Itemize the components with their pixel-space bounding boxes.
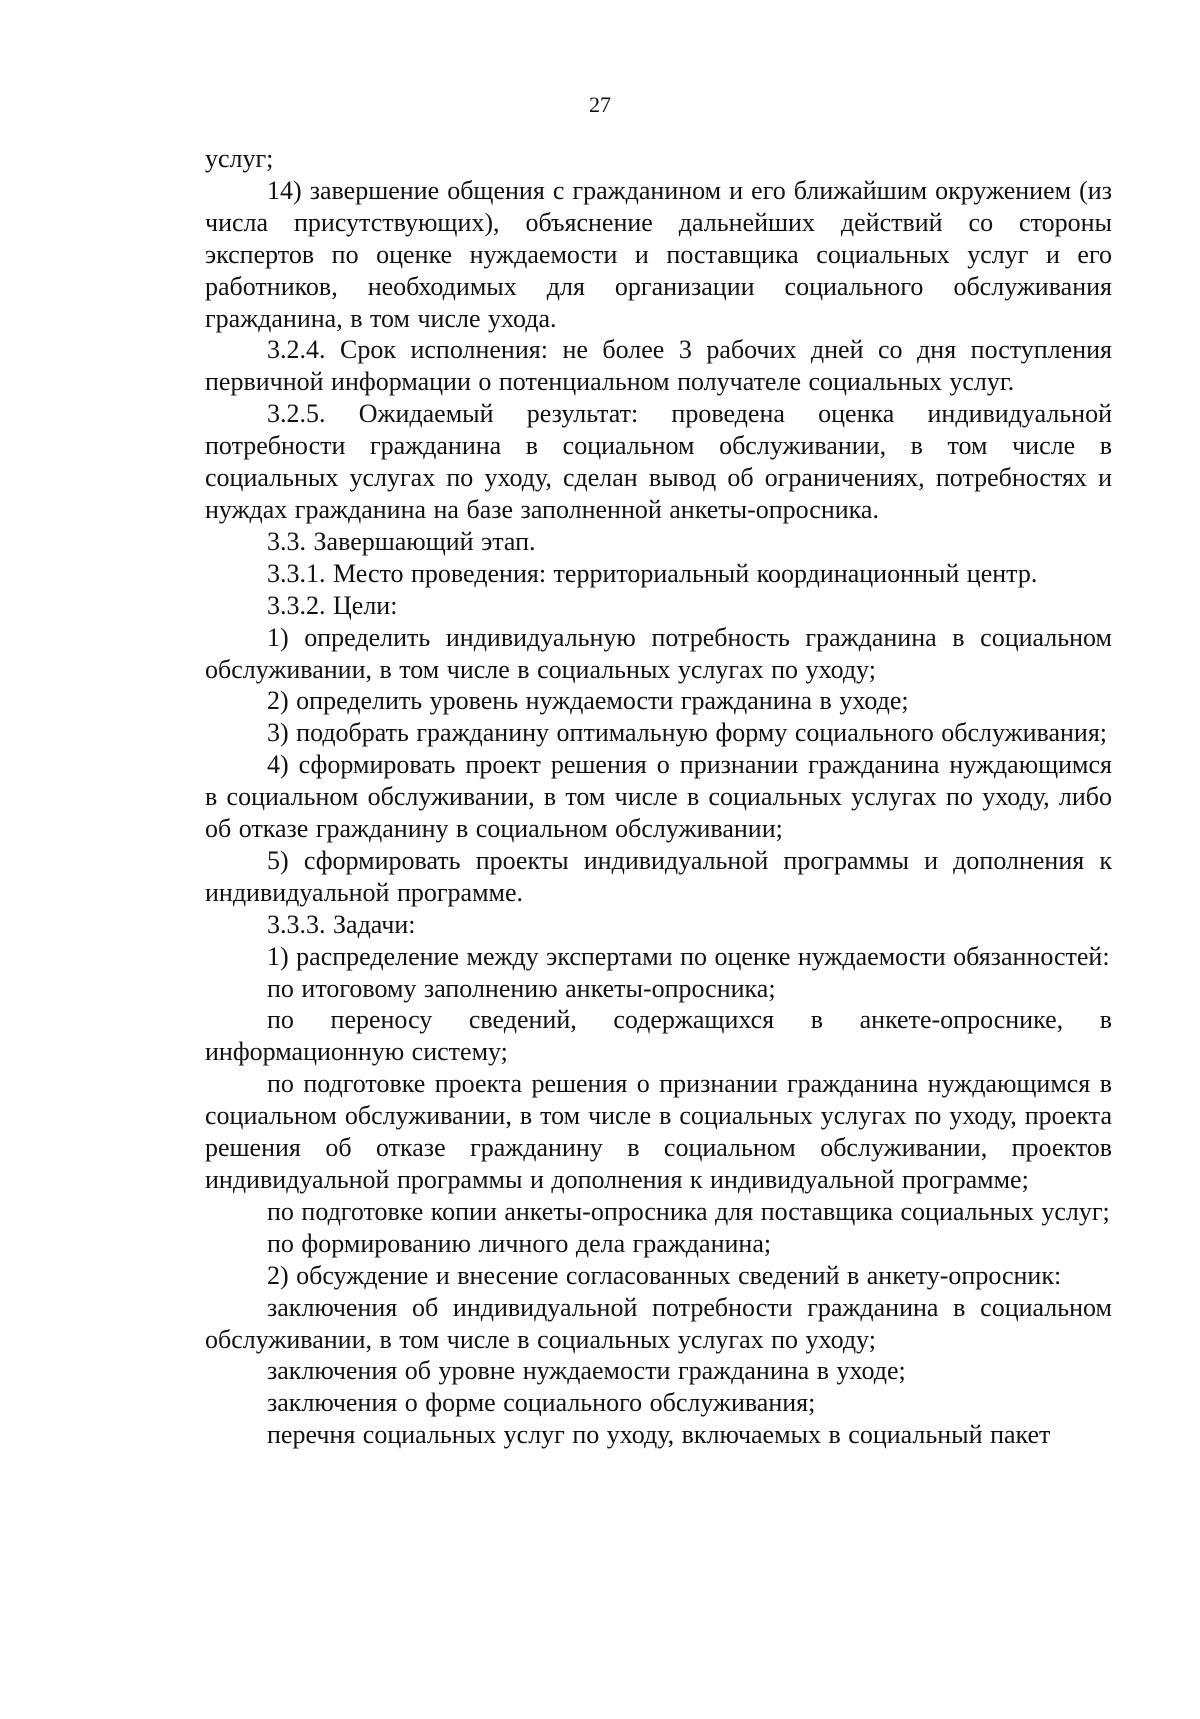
paragraph: 14) завершение общения с гражданином и его ближайшим окружением (из числа присутствующих), объяснение дальнейших действий со стороны экспертов по оценке нуждаемости и поставщика социальных услуг и его работников, необходимых для организации социального обслуживания гражданина, в том числе ухода.	[205, 175, 1112, 333]
paragraph: перечня социальных услуг по уходу, включаемых в социальный пакет	[267, 1420, 1051, 1450]
paragraph: 3) подобрать гражданину оптимальную форму социального обслуживания;	[267, 718, 1108, 748]
paragraph: 1) распределение между экспертами по оценке нуждаемости обязанностей:	[267, 941, 1110, 971]
paragraph: по подготовке проекта решения о признании гражданина нуждающимся в социальном обслуживании, в том числе в социальных услугах по уходу, проекта решения об отказе гражданину в социальном обслуживании, проектов индивидуальной программы и дополнения к индивидуальной программе;	[205, 1069, 1112, 1194]
paragraph: 3.3.1. Место проведения: территориальный координационный центр.	[267, 558, 1038, 588]
paragraph: 3.2.5. Ожидаемый результат: проведена оценка индивидуальной потребности гражданина в социальном обслуживании, в том числе в социальных услугах по уходу, сделан вывод об ограничениях, потребностях и нуждах гражданина на базе заполненной анкеты-опросника.	[205, 399, 1112, 524]
paragraph: по переносу сведений, содержащихся в анкете-опроснике, в информационную систему;	[205, 1005, 1112, 1067]
paragraph: по подготовке копии анкеты-опросника для поставщика социальных услуг;	[267, 1196, 1110, 1226]
page-number: 27	[589, 92, 611, 117]
paragraph: 2) определить уровень нуждаемости гражданина в уходе;	[267, 686, 909, 716]
paragraph: 3.3. Завершающий этап.	[267, 526, 536, 556]
paragraph: 5) сформировать проекты индивидуальной программы и дополнения к индивидуальной программе.	[205, 845, 1112, 907]
paragraph: 3.2.4. Срок исполнения: не более 3 рабочих дней со дня поступления первичной информации о потенциальном получателе социальных услуг.	[205, 335, 1112, 397]
paragraph: по итоговому заполнению анкеты-опросника;	[267, 973, 776, 1003]
paragraph: услуг;	[205, 144, 274, 173]
document-body	[205, 143, 1112, 1451]
paragraph: 4) сформировать проект решения о признании гражданина нуждающимся в социальном обслуживании, в том числе в социальных услугах по уходу, либо об отказе гражданину в социальном обслуживании;	[205, 750, 1112, 844]
paragraph: 3.3.2. Цели:	[267, 590, 398, 620]
paragraph: заключения об уровне нуждаемости гражданина в уходе;	[267, 1356, 906, 1386]
paragraph: заключения об индивидуальной потребности гражданина в социальном обслуживании, в том числе в социальных услугах по уходу;	[205, 1292, 1112, 1354]
paragraph: по формированию личного дела гражданина;	[267, 1228, 772, 1258]
paragraph: заключения о форме социального обслуживания;	[267, 1388, 816, 1418]
paragraph: 3.3.3. Задачи:	[267, 909, 416, 939]
paragraph: 1) определить индивидуальную потребность гражданина в социальном обслуживании, в том числе в социальных услугах по уходу;	[205, 622, 1112, 684]
paragraph: 2) обсуждение и внесение согласованных сведений в анкету-опросник:	[267, 1260, 1062, 1290]
